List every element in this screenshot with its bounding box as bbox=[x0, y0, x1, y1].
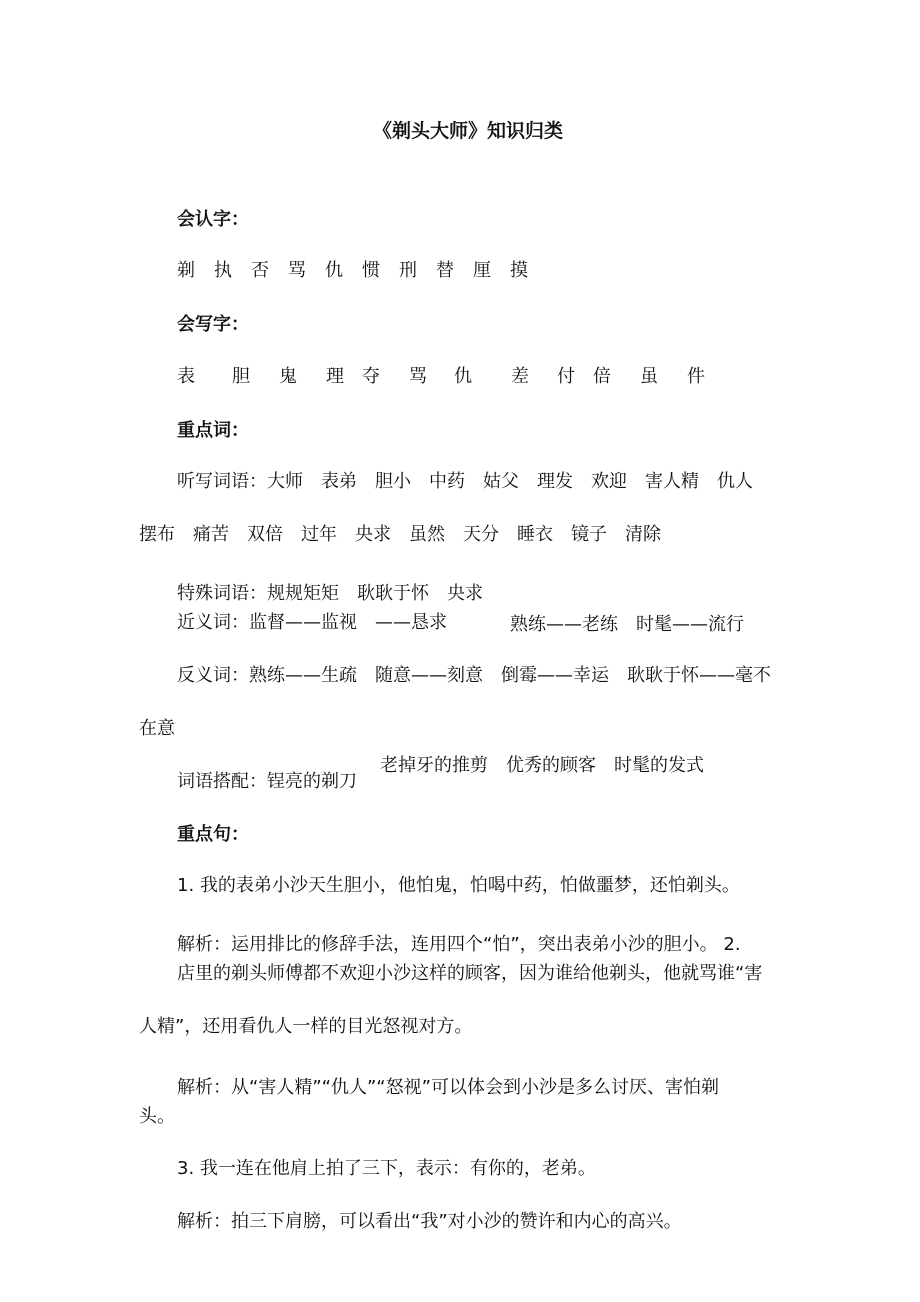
sentence-1-analysis: 解析：运用排比的修辞手法，连用四个“怕”，突出表弟小沙的胆小。 2. bbox=[177, 934, 741, 955]
read-char: 摸 bbox=[510, 260, 528, 281]
write-char: 夺 bbox=[362, 366, 380, 387]
read-chars-heading: 会认字： bbox=[177, 209, 249, 230]
synonyms-line-continued: 熟练——老练 时髦——流行 bbox=[510, 614, 744, 635]
special-words-line: 特殊词语：规规矩矩 耿耿于怀 央求 bbox=[177, 583, 483, 604]
collocation-line: 词语搭配：锃亮的剃刀 bbox=[177, 771, 357, 792]
sentence-2: 人精”，还用看仇人一样的目光怒视对方。 bbox=[139, 1016, 473, 1037]
dictation-words-line: 摆布 痛苦 双倍 过年 央求 虽然 天分 睡衣 镜子 清除 bbox=[139, 524, 661, 545]
write-char: 鬼 bbox=[279, 366, 297, 387]
write-char: 差 bbox=[511, 366, 529, 387]
write-chars-heading: 会写字： bbox=[177, 314, 249, 335]
key-sentences-heading: 重点句： bbox=[177, 824, 249, 845]
write-char: 仇 bbox=[454, 366, 472, 387]
synonyms-line: 近义词：监督——监视 ——恳求 bbox=[177, 612, 447, 633]
write-char: 骂 bbox=[409, 366, 427, 387]
read-char: 剃 bbox=[177, 260, 195, 281]
write-char: 胆 bbox=[232, 366, 250, 387]
read-char: 替 bbox=[436, 260, 454, 281]
write-chars-row bbox=[177, 365, 737, 389]
write-char: 理 bbox=[326, 366, 344, 387]
read-char: 骂 bbox=[288, 260, 306, 281]
dictation-words-line: 听写词语：大师 表弟 胆小 中药 姑父 理发 欢迎 害人精 仇人 bbox=[177, 471, 753, 492]
read-chars-row bbox=[177, 259, 557, 283]
write-char: 虽 bbox=[640, 366, 658, 387]
antonyms-line: 反义词：熟练——生疏 随意——刻意 倒霉——幸运 耿耿于怀——毫不 bbox=[177, 665, 771, 686]
antonyms-line: 在意 bbox=[139, 718, 175, 739]
sentence-3: 3. 我一连在他肩上拍了三下，表示：有你的，老弟。 bbox=[177, 1158, 596, 1179]
read-char: 惯 bbox=[362, 260, 380, 281]
write-char: 件 bbox=[687, 366, 705, 387]
key-words-heading: 重点词： bbox=[177, 420, 249, 441]
sentence-3-analysis: 解析：拍三下肩膀，可以看出“我”对小沙的赞许和内心的高兴。 bbox=[177, 1211, 682, 1232]
read-char: 仇 bbox=[325, 260, 343, 281]
read-char: 厘 bbox=[473, 260, 491, 281]
write-char: 表 bbox=[177, 366, 195, 387]
write-char: 倍 bbox=[593, 366, 611, 387]
sentence-2-analysis: 头。 bbox=[139, 1106, 175, 1127]
sentence-2-analysis: 解析：从“害人精”“仇人”“怒视”可以体会到小沙是多么讨厌、害怕剃 bbox=[177, 1077, 719, 1098]
page-title: 《剃头大师》知识归类 bbox=[373, 120, 564, 142]
read-char: 执 bbox=[214, 260, 232, 281]
read-char: 刑 bbox=[399, 260, 417, 281]
read-char: 否 bbox=[251, 260, 269, 281]
collocation-line-continued: 老掉牙的推剪 优秀的顾客 时髦的发式 bbox=[380, 755, 704, 776]
sentence-2: 店里的剃头师傅都不欢迎小沙这样的顾客，因为谁给他剃头，他就骂谁“害 bbox=[177, 963, 763, 984]
write-char: 付 bbox=[557, 366, 575, 387]
sentence-1: 1. 我的表弟小沙天生胆小，他怕鬼，怕喝中药，怕做噩梦，还怕剃头。 bbox=[177, 875, 740, 896]
